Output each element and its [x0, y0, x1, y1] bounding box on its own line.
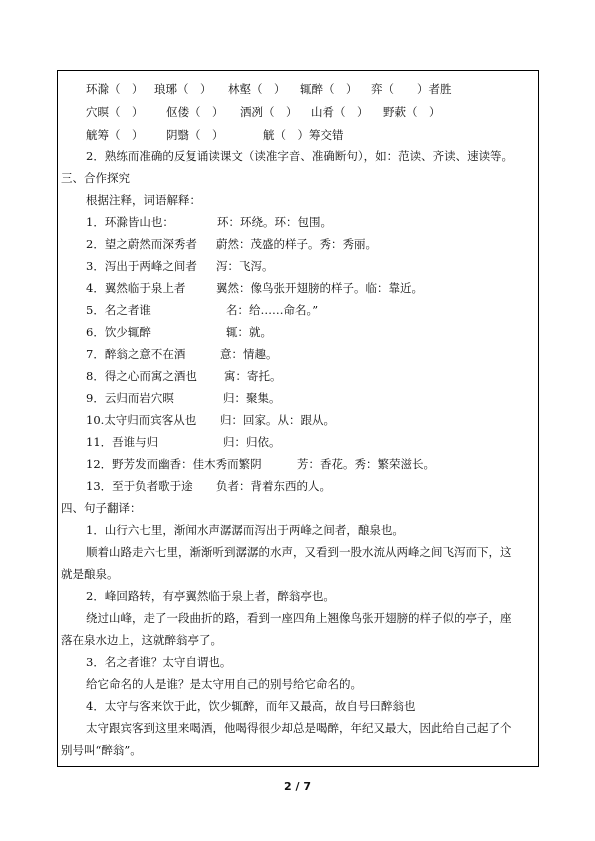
gloss-phrase: 1．环滁皆山也：	[86, 215, 174, 229]
sentence-translation: 别号叫“醉翁”。	[61, 743, 142, 757]
sentence-translation: 绕过山峰，走了一段曲折的路，看到一座四角上翘像鸟张开翅膀的样子似的亭子，座	[86, 611, 512, 625]
vocab-item: 阴翳（ ）	[166, 128, 224, 142]
section-intro: 根据注释，词语解释：	[86, 193, 201, 207]
gloss-phrase: 3．泻出于两峰之间者	[86, 259, 197, 273]
gloss-phrase: 12．野芳发而幽香：佳木秀而繁阴	[86, 457, 262, 471]
content-frame	[57, 70, 539, 767]
page-indicator: 2 / 7	[284, 780, 311, 793]
gloss-phrase: 6．饮少辄醉	[86, 325, 151, 339]
gloss-definition: 归：聚集。	[223, 391, 281, 405]
gloss-definition: 泻：飞泻。	[216, 259, 274, 273]
section-heading: 四、句子翻译：	[61, 501, 142, 515]
gloss-definition: 环：环绕。环：包围。	[217, 215, 332, 229]
sentence-source: 3．名之者谁？太守自谓也。	[86, 655, 232, 669]
sentence-source: 1．山行六七里，渐闻水声潺潺而泻出于两峰之间者，酿泉也。	[86, 523, 404, 537]
sentence-translation: 太守跟宾客到这里来喝酒，他喝得很少却总是喝醉，年纪又最大，因此给自己起了个	[86, 721, 512, 735]
gloss-phrase: 11．吾谁与归	[86, 435, 159, 449]
sentence-translation: 顺着山路走六七里，渐渐听到潺潺的水声，又看到一股水流从两峰之间飞泻而下，这	[86, 545, 512, 559]
vocab-item: 伛偻（ ）	[166, 105, 224, 119]
sentence-translation: 落在泉水边上，这就醉翁亭了。	[61, 633, 222, 647]
vocab-item: 琅琊（ ）	[154, 82, 212, 96]
section-heading: 三、合作探究	[61, 171, 130, 185]
sentence-translation: 就是酿泉。	[61, 567, 119, 581]
gloss-definition: 蔚然：茂盛的样子。秀：秀丽。	[216, 237, 377, 251]
gloss-definition: 意：情趣。	[220, 347, 278, 361]
gloss-phrase: 13．至于负者歌于途	[86, 479, 193, 493]
gloss-definition: 负者：背着东西的人。	[216, 479, 331, 493]
vocab-item: 弈（ ）者胜	[371, 82, 452, 96]
vocab-item: 林壑（ ）	[228, 82, 286, 96]
reading-tip: 2．熟练而准确的反复诵读课文（读准字音、准确断句），如：范读、齐读、速读等。	[86, 149, 514, 163]
vocab-item: 辄醉（ ）	[300, 82, 358, 96]
gloss-phrase: 8．得之心而寓之酒也	[86, 369, 197, 383]
vocab-item: 觥筹（ ）	[86, 128, 144, 142]
gloss-definition: 归：回家。从：跟从。	[220, 413, 335, 427]
gloss-definition: 名：给……命名。”	[226, 303, 319, 317]
gloss-definition: 辄：就。	[226, 325, 272, 339]
gloss-definition: 翼然：像鸟张开翅膀的样子。临：靠近。	[216, 281, 423, 295]
gloss-phrase: 4．翼然临于泉上者	[86, 281, 186, 295]
gloss-definition: 芳：香花。秀：繁荣滋长。	[297, 457, 435, 471]
vocab-item: 山肴（ ）	[311, 105, 369, 119]
gloss-phrase: 10.太守归而宾客从也	[86, 413, 197, 427]
gloss-phrase: 7．醉翁之意不在酒	[86, 347, 186, 361]
sentence-source: 2．峰回路转，有亭翼然临于泉上者，醉翁亭也。	[86, 589, 335, 603]
sentence-translation: 给它命名的人是谁？是太守用自己的别号给它命名的。	[86, 677, 362, 691]
vocab-item: 洒冽（ ）	[240, 105, 298, 119]
vocab-item: 觥（ ）筹交错	[263, 128, 344, 142]
gloss-definition: 归：归依。	[223, 435, 281, 449]
gloss-phrase: 9．云归而岩穴暝	[86, 391, 174, 405]
vocab-item: 环滁（ ）	[86, 82, 144, 96]
vocab-item: 野蔌（ ）	[383, 105, 441, 119]
vocab-item: 穴暝（ ）	[86, 105, 144, 119]
sentence-source: 4．太守与客来饮于此，饮少辄醉，而年又最高，故自号曰醉翁也	[86, 699, 416, 713]
gloss-phrase: 5．名之者谁	[86, 303, 151, 317]
gloss-definition: 寓：寄托。	[224, 369, 282, 383]
gloss-phrase: 2．望之蔚然而深秀者	[86, 237, 197, 251]
